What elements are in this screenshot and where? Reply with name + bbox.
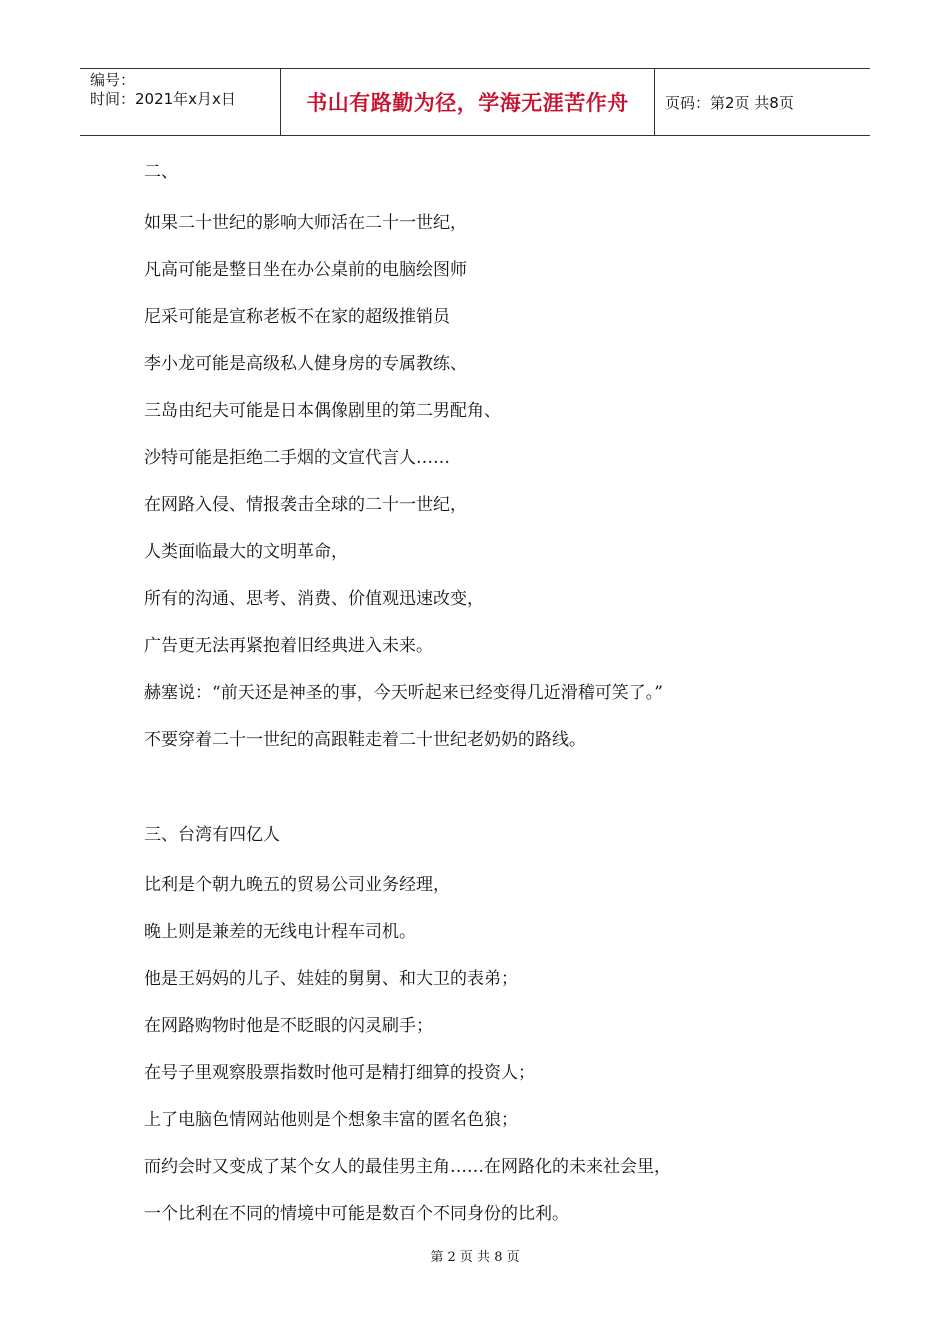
text-line: 比利是个朝九晚五的贸易公司业务经理， — [144, 875, 450, 895]
page-header — [80, 68, 870, 136]
page-footer: 第 2 页 共 8 页 — [430, 1250, 520, 1265]
text-line: 在网路入侵、情报袭击全球的二十一世纪， — [144, 495, 467, 515]
header-meta-cell — [80, 69, 281, 135]
text-line: 所有的沟通、思考、消费、价值观迅速改变， — [144, 589, 484, 609]
section-three-heading: 三、台湾有四亿人 — [144, 825, 280, 845]
text-line: 他是王妈妈的儿子、娃娃的舅舅、和大卫的表弟； — [144, 969, 518, 989]
text-line: 在号子里观察股票指数时他可是精打细算的投资人； — [144, 1063, 535, 1083]
header-motto: 书山有路勤为径，学海无涯苦作舟 — [281, 69, 655, 135]
text-line: 上了电脑色情网站他则是个想象丰富的匿名色狼； — [144, 1110, 518, 1130]
text-line: 晚上则是兼差的无线电计程车司机。 — [144, 922, 416, 942]
number-label: 编号： — [90, 71, 136, 89]
text-line: 凡高可能是整日坐在办公桌前的电脑绘图师 — [144, 260, 467, 280]
header-page-info: 页码：第2页 共8页 — [665, 93, 794, 112]
text-line: 李小龙可能是高级私人健身房的专属教练、 — [144, 354, 467, 374]
quote-line: 赫塞说：“前天还是神圣的事，今天听起来已经变得几近滑稽可笑了。” — [144, 683, 663, 703]
text-line: 沙特可能是拒绝二手烟的文宣代言人…… — [144, 448, 450, 468]
text-line: 三岛由纪夫可能是日本偶像剧里的第二男配角、 — [144, 401, 501, 421]
text-line: 尼采可能是宣称老板不在家的超级推销员 — [144, 307, 450, 327]
text-line: 人类面临最大的文明革命， — [144, 542, 348, 562]
text-line: 广告更无法再紧抱着旧经典进入未来。 — [144, 636, 433, 656]
text-line: 在网路购物时他是不眨眼的闪灵刷手； — [144, 1016, 433, 1036]
text-line: 一个比利在不同的情境中可能是数百个不同身份的比利。 — [144, 1204, 569, 1224]
time-label: 时间：2021年x月x日 — [90, 90, 236, 108]
text-line: 不要穿着二十一世纪的高跟鞋走着二十世纪老奶奶的路线。 — [144, 730, 586, 750]
text-line: 如果二十世纪的影响大师活在二十一世纪， — [144, 213, 467, 233]
text-line: 而约会时又变成了某个女人的最佳男主角……在网路化的未来社会里， — [144, 1157, 671, 1177]
section-two-heading: 二、 — [144, 162, 178, 182]
